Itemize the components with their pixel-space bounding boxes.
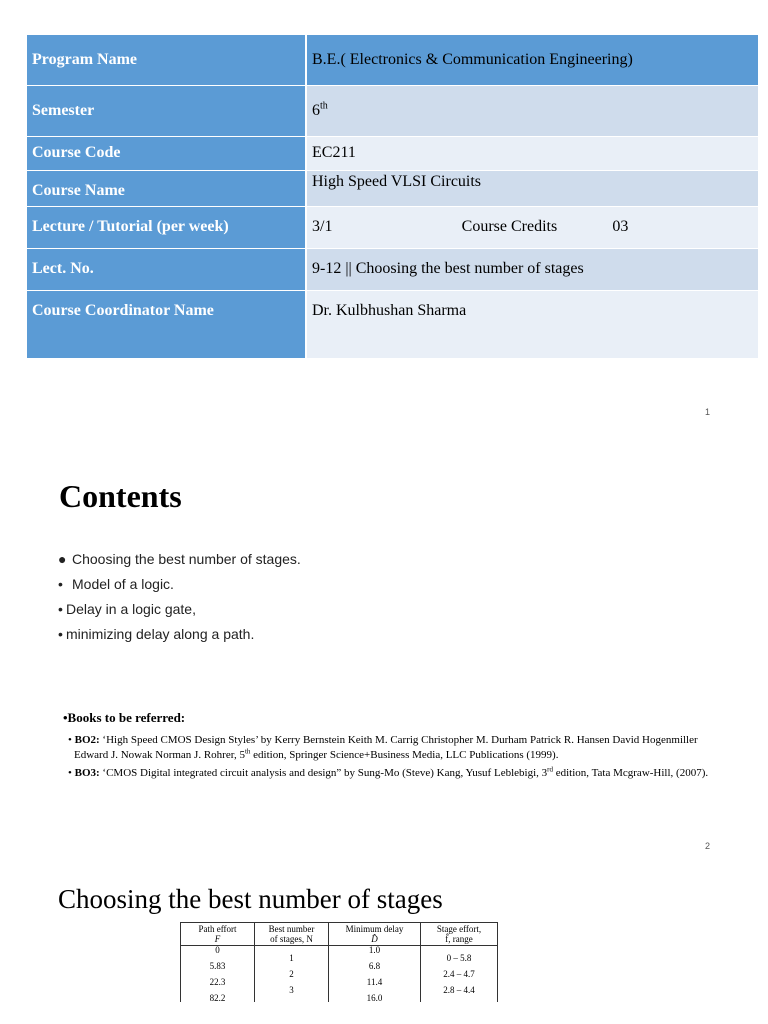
reference-item: • BO2: ‘High Speed CMOS Design Styles’ by Kerry Bernstein Keith M. Carrig Christopher M. Durham Patrick R. Hansen David Hogenmiller Edward J. Nowak Norman J. Rohrer, 5th edition, Springer Science+Business Media, LLC Publications (1999). — [68, 734, 698, 761]
references-section — [63, 709, 723, 784]
header-line: F — [214, 934, 221, 944]
lecture-value: 3/1 — [306, 206, 457, 248]
table-cell: 2.8 – 4.4 — [421, 986, 498, 994]
header-minimum-delay — [329, 923, 421, 946]
lecture-label: Lecture / Tutorial (per week) — [27, 206, 306, 248]
table-cell: 1.0 — [329, 946, 421, 955]
contents-list — [58, 549, 301, 649]
program-name-row — [27, 35, 758, 85]
program-name-label: Program Name — [27, 35, 306, 85]
coordinator-row — [27, 290, 758, 358]
credits-label: Course Credits — [457, 206, 608, 248]
header-line: Path effort — [198, 924, 237, 934]
semester-row — [27, 85, 758, 136]
lect-no-row — [27, 248, 758, 290]
table-row — [181, 994, 498, 1002]
table-cell: 22.3 — [181, 978, 255, 986]
reference-text: ‘High Speed CMOS Design Styles’ by Kerry Bernstein Keith M. Carrig Christopher M. Durham Patrick R. Hansen David Hogenmiller Edward J. Nowak Norman J. Rohrer, 5 — [74, 734, 698, 761]
reference-sup: rd — [547, 765, 553, 774]
course-name-value: High Speed VLSI Circuits — [306, 170, 758, 206]
bullet-icon: • — [58, 626, 63, 642]
table-cell — [421, 994, 498, 1002]
bullet-icon: • — [58, 601, 63, 617]
contents-item-text: Delay in a logic gate, — [66, 601, 196, 617]
header-line: of stages, N — [270, 934, 313, 944]
header-best-number — [255, 923, 329, 946]
table-cell: 3 — [255, 986, 329, 994]
contents-item-text: Model of a logic. — [72, 576, 174, 592]
header-stage-effort — [421, 923, 498, 946]
table-cell: 82.2 — [181, 994, 255, 1002]
reference-item: • BO3: ‘CMOS Digital integrated circuit analysis and design” by Sung-Mo (Steve) Kang, Yusuf Leblebigi, 3rd edition, Tata Mcgraw-Hill, (2007). — [68, 765, 709, 779]
bullet-icon: ● — [58, 551, 67, 567]
stages-table — [180, 922, 498, 1002]
table-cell: 11.4 — [329, 978, 421, 986]
table-row — [181, 954, 498, 962]
bullet-icon: • — [58, 576, 63, 592]
reference-text-end: edition, Tata Mcgraw-Hill, (2007). — [552, 767, 709, 779]
course-info-table — [27, 35, 758, 359]
course-code-label: Course Code — [27, 136, 306, 170]
table-cell: 5.83 — [181, 962, 255, 970]
table-cell — [255, 994, 329, 1002]
header-line: Stage effort, — [436, 924, 482, 934]
course-name-label: Course Name — [27, 170, 306, 206]
table-cell: 0 – 5.8 — [421, 954, 498, 962]
table-cell: 16.0 — [329, 994, 421, 1002]
stages-header-row — [181, 923, 498, 946]
table-cell: 1 — [255, 954, 329, 962]
table-row — [181, 970, 498, 978]
contents-item — [58, 574, 301, 599]
program-name-value: B.E.( Electronics & Communication Engineering) — [306, 35, 758, 85]
header-line: f̂, range — [445, 934, 473, 944]
contents-item — [58, 624, 301, 649]
course-code-value: EC211 — [306, 136, 758, 170]
reference-text-end: edition, Springer Science+Business Media, LLC Publications (1999). — [250, 749, 559, 761]
stages-title: Choosing the best number of stages — [58, 884, 443, 914]
contents-item-text: Choosing the best number of stages. — [72, 551, 301, 567]
lect-no-value: 9-12 || Choosing the best number of stages — [306, 248, 758, 290]
reference-id: BO2: — [74, 734, 100, 746]
page-number-1: 1 — [705, 407, 711, 417]
credits-value: 03 — [607, 206, 758, 248]
header-line: D̂ — [371, 934, 378, 944]
header-line: Best number — [268, 924, 315, 934]
table-cell: 6.8 — [329, 962, 421, 970]
table-row — [181, 986, 498, 994]
coordinator-label: Course Coordinator Name — [27, 290, 306, 358]
contents-item — [58, 549, 301, 574]
books-heading: •Books to be referred: — [63, 710, 186, 725]
table-cell: 2 — [255, 970, 329, 978]
semester-number: 6 — [312, 101, 320, 119]
lecture-row — [27, 206, 758, 248]
reference-text: ‘CMOS Digital integrated circuit analysis and design” by Sung-Mo (Steve) Kang, Yusuf Leblebigi, 3 — [99, 767, 548, 779]
semester-suffix: th — [320, 100, 328, 112]
course-code-row — [27, 136, 758, 170]
contents-title: Contents — [59, 478, 182, 514]
contents-item-text: minimizing delay along a path. — [66, 626, 255, 642]
reference-sup: th — [244, 747, 251, 756]
table-cell: 0 — [181, 946, 255, 955]
table-cell: 2.4 – 4.7 — [421, 970, 498, 978]
contents-item — [58, 599, 301, 624]
header-line: Minimum delay — [345, 924, 404, 934]
semester-label: Semester — [27, 85, 306, 136]
coordinator-value: Dr. Kulbhushan Sharma — [306, 290, 758, 358]
lect-no-label: Lect. No. — [27, 248, 306, 290]
course-name-row — [27, 170, 758, 206]
page-number-2: 2 — [705, 841, 711, 851]
header-path-effort — [181, 923, 255, 946]
reference-id: BO3: — [74, 767, 100, 779]
semester-value — [306, 85, 758, 136]
